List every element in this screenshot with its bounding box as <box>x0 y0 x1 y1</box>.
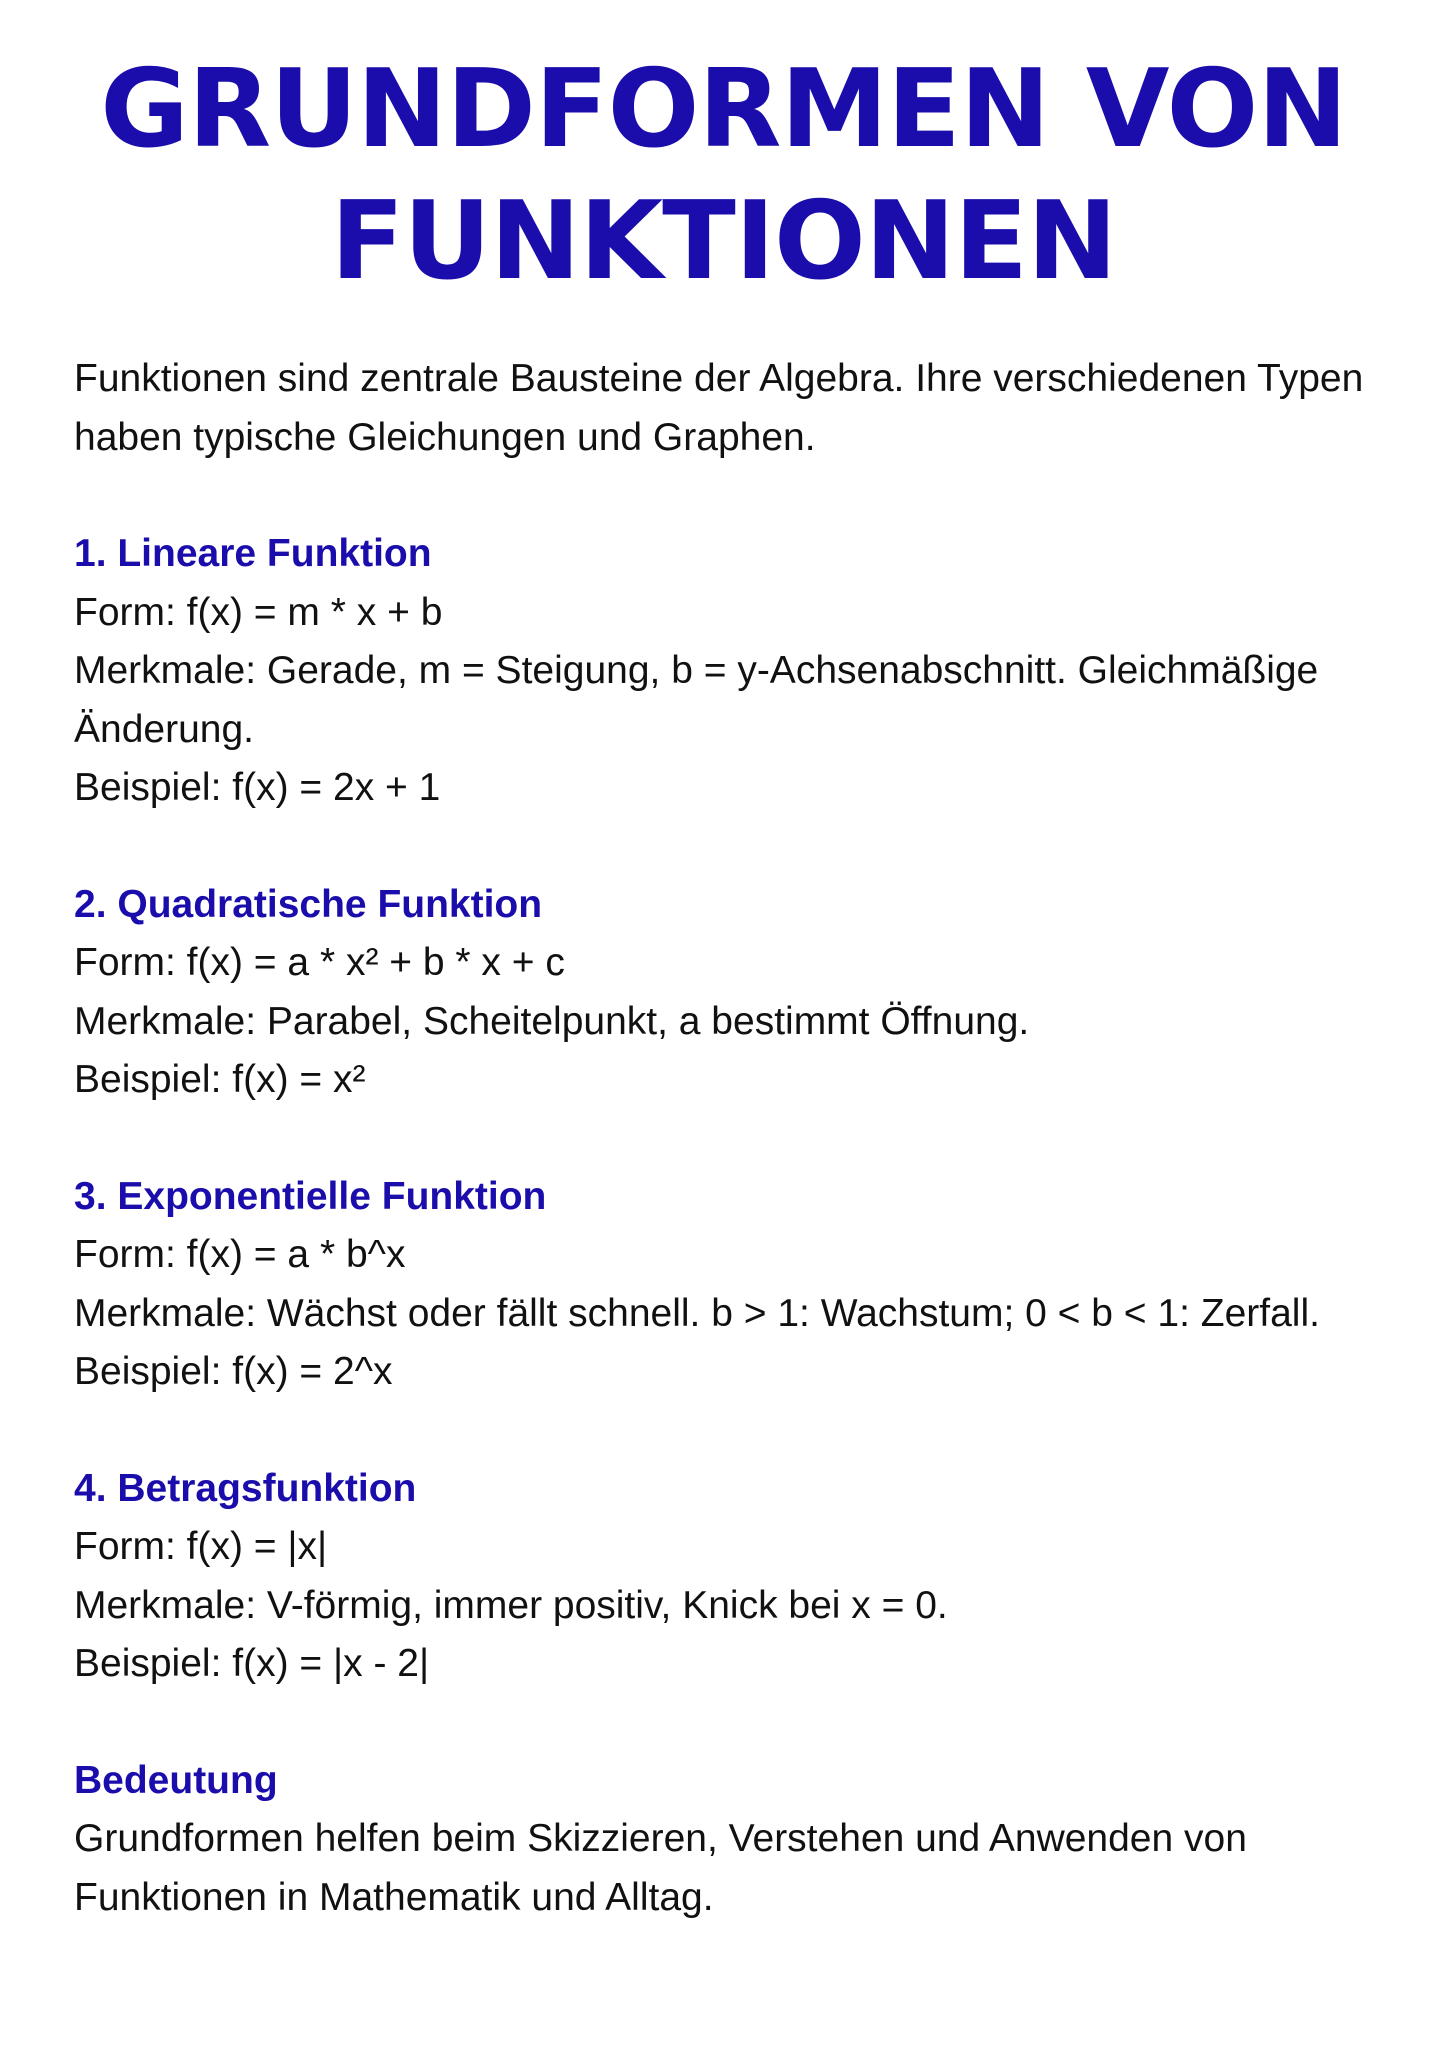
section-features: Merkmale: V-förmig, immer positiv, Knick bei x = 0. <box>74 1583 948 1627</box>
section-absolute-value-function <box>74 1460 1414 1694</box>
page-title-line-2: FUNKTIONEN <box>330 179 1117 304</box>
section-heading: 2. Quadratische Funktion <box>74 882 543 926</box>
section-features: Merkmale: Parabel, Scheitelpunkt, a bestimmt Öffnung. <box>74 999 1030 1043</box>
section-heading: Bedeutung <box>74 1758 278 1802</box>
page-title-line-1: GRUNDFORMEN VON <box>100 47 1347 172</box>
section-example: Beispiel: f(x) = 2^x <box>74 1350 393 1393</box>
section-form: Form: f(x) = a * x² + b * x + c <box>74 941 565 984</box>
meaning-paragraph: Grundformen helfen beim Skizzieren, Verstehen und Anwenden von Funktionen in Mathematik und Alltag. <box>74 1817 1247 1919</box>
document-body <box>74 350 1414 1927</box>
section-quadratic-function <box>74 876 1414 1110</box>
section-form: Form: f(x) = |x| <box>74 1525 328 1568</box>
section-heading: 3. Exponentielle Funktion <box>74 1174 547 1218</box>
section-example: Beispiel: f(x) = x² <box>74 1058 366 1101</box>
section-example: Beispiel: f(x) = 2x + 1 <box>74 766 441 809</box>
intro-paragraph: Funktionen sind zentrale Bausteine der Algebra. Ihre verschiedenen Typen haben typische Gleichungen und Graphen. <box>74 357 1364 459</box>
section-features: Merkmale: Gerade, m = Steigung, b = y-Achsenabschnitt. Gleichmäßige Änderung. <box>74 649 1319 751</box>
section-form: Form: f(x) = a * b^x <box>74 1233 406 1276</box>
section-form: Form: f(x) = m * x + b <box>74 590 443 634</box>
section-heading: 4. Betragsfunktion <box>74 1466 417 1510</box>
section-meaning <box>74 1752 1414 1928</box>
section-linear-function <box>74 525 1414 818</box>
section-example: Beispiel: f(x) = |x - 2| <box>74 1642 430 1685</box>
page-title <box>0 44 1447 308</box>
section-features: Merkmale: Wächst oder fällt schnell. b > 1: Wachstum; 0 < b < 1: Zerfall. <box>74 1291 1320 1335</box>
section-heading: 1. Lineare Funktion <box>74 532 432 575</box>
section-exponential-function <box>74 1168 1414 1402</box>
